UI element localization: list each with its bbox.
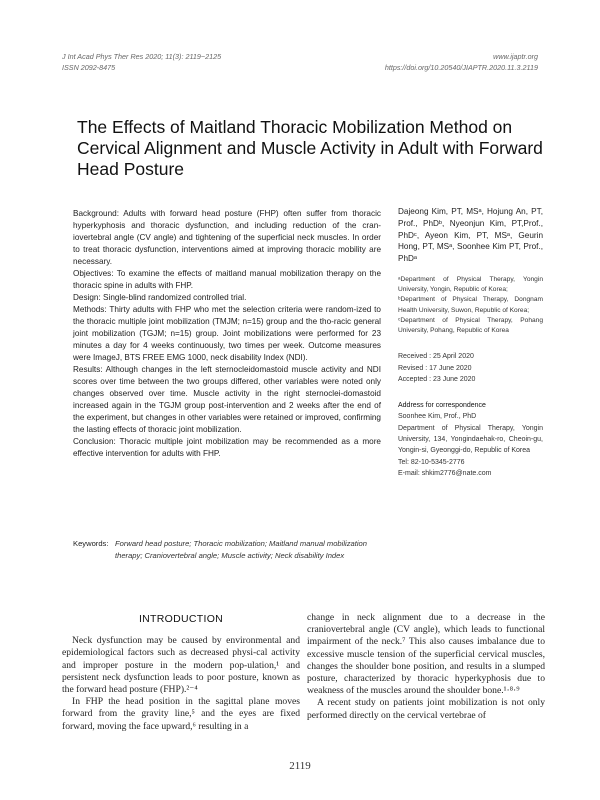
accepted-date: Accepted : 23 June 2020 <box>398 376 476 384</box>
abstract-conclusion: Conclusion: Thoracic multiple joint mobilization may be recommended as a more effective intervention for adults with FHP. <box>73 437 381 458</box>
abstract-results: Results: Although changes in the left sternocleidomastoid muscle activity and NDI scores over time between the two groups differed, other variables were noted only changes observed over time. Muscle activity in the right sternoclei-domastoid increased again in the TGJM group post-intervention and 2 weeks after the end of the experiment, but changes in other variables were retained or improved, confirming the lasting effects of thoracic joint mobilization. <box>73 365 381 434</box>
body-paragraph: In FHP the head position in the sagittal plane moves forward from the gravity line,⁵ and the eyes are fixed forward, moving the face upward,⁶ resulting in a <box>62 696 300 732</box>
article-dates <box>398 351 543 386</box>
section-heading-introduction: INTRODUCTION <box>138 613 224 625</box>
doi-link[interactable]: https://doi.org/10.20540/JIAPTR.2020.11.3.2119 <box>384 63 538 72</box>
body-paragraph: change in neck alignment due to a decrease in the craniovertebral angle (CV angle), which leads to functional impairment of the neck.⁷ This also causes imbalance due to excessive muscle tension of the superficial cervical muscles, changes the shoulder bone position, and results in a slumped posture, characterized by thoracic hyperkyphosis due to weakness of the muscles around the shoulder bone.¹·⁸·⁹ <box>307 612 545 697</box>
keywords-text: Forward head posture; Thoracic mobilization; Maitland manual mobilization therapy; Craniovertebral angle; Muscle activity; Neck disability Index <box>115 539 367 560</box>
article-title: The Effects of Maitland Thoracic Mobilization Method on Cervical Alignment and Muscle Activity in Adult with Forward Head Posture <box>77 117 543 179</box>
abstract-objectives: Objectives: To examine the effects of maitland manual mobilization therapy on the thoracic spine in adults with FHP. <box>73 269 381 290</box>
abstract <box>73 208 381 460</box>
affiliations <box>398 275 543 336</box>
body-paragraph: Neck dysfunction may be caused by environmental and epidemiological factors such as decreased physi-cal activity and improper posture in the modern pop-ulation,¹ and persistent neck dysfunction leads to poor posture, known as the forward head posture (FHP).²⁻⁴ <box>62 635 300 696</box>
correspondence-email[interactable]: E-mail: shkim2776@nate.com <box>398 470 492 478</box>
journal-header-left <box>62 51 221 73</box>
affiliation-c: ᶜDepartment of Physical Therapy, Pohang University, Pohang, Republic of Korea <box>398 316 543 334</box>
issn: ISSN 2092-8475 <box>62 63 116 72</box>
abstract-background: Background: Adults with forward head posture (FHP) often suffer from thoracic hyperkyphosis and thoracic dysfunction, and including reduction of the cran-iovertebral angle (CV angle) and tightening of the superficial neck muscles. In order to treat thoracic dysfunction, interventions aimed at improving thoracic mobility are necessary. <box>73 209 381 266</box>
journal-citation: J Int Acad Phys Ther Res 2020; 11(3): 2119~2125 <box>62 52 222 61</box>
abstract-design: Design: Single-blind randomized controlled trial. <box>73 293 247 302</box>
journal-website[interactable]: www.ijaptr.org <box>493 52 538 61</box>
abstract-methods: Methods: Thirty adults with FHP who met the selection criteria were random-ized to the thoracic multiple joint mobilization (TMJM; n=15) group and the tho-racic general joint mobilization (TGJM; n=15) group. Joint mobilizations were performed for 23 minutes a day for 4 weeks continuously, two times per week. Outcome measures were ImageJ, BTS FREE EMG 1000, neck disability Index (NDI). <box>73 305 381 362</box>
affiliation-a: ᵃDepartment of Physical Therapy, Yongin University, Yongin, Republic of Korea; <box>398 275 543 294</box>
journal-header-right <box>385 51 538 73</box>
author-list: Dajeong Kim, PT, MSᵃ, Hojung An, PT, Prof., PhDᵇ, Nyeonjun Kim, PT,Prof., PhDᶜ, Ayeon Kim, PT, MSᵃ, Geurin Hong, PT, MSᵃ, Soonhee Kim PT, Prof., PhDᵃ <box>398 207 543 264</box>
correspondence-address: Department of Physical Therapy, Yongin University, 134, Yongindaehak-ro, Cheoin-gu, Yongin-si, Gyeonggi-do, Republic of Korea <box>398 424 543 455</box>
received-date: Received : 25 April 2020 <box>398 353 474 361</box>
affiliation-b: ᵇDepartment of Physical Therapy, Dongnam Health University, Suwon, Republic of Korea; <box>398 296 543 314</box>
correspondence-tel: Tel: 82-10-5345-2776 <box>398 458 465 466</box>
page-number: 2119 <box>289 760 311 772</box>
keywords <box>73 538 533 560</box>
keywords-label: Keywords: <box>73 539 109 548</box>
revised-date: Revised : 17 June 2020 <box>398 364 472 372</box>
correspondence-name: Soonhee Kim, Prof., PhD <box>398 413 477 421</box>
correspondence <box>398 400 543 480</box>
body-paragraph: A recent study on patients joint mobilization is not only performed directly on the cervical vertebrae of <box>307 697 545 721</box>
correspondence-label: Address for correspondence <box>398 401 486 409</box>
author-info-column <box>398 206 543 480</box>
body-right-column <box>307 612 545 722</box>
body-left-column <box>62 612 300 733</box>
